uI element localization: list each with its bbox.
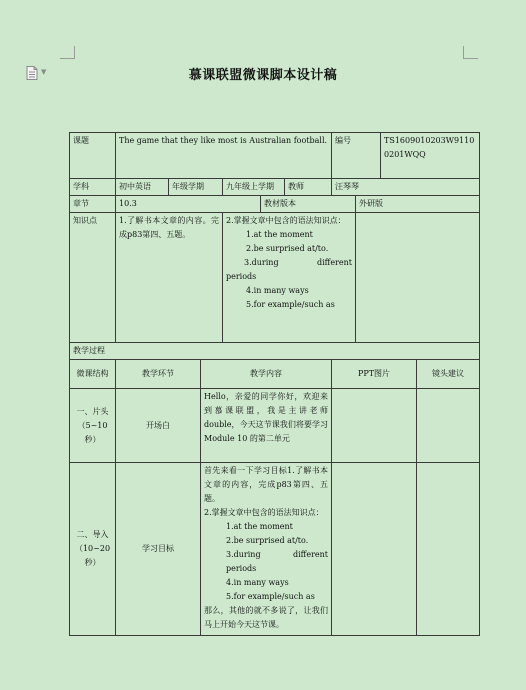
knowledge-empty-cell — [356, 213, 480, 343]
row2-content — [201, 463, 332, 636]
teacher-value: 汪琴琴 — [332, 179, 480, 196]
topic-label: 课题 — [70, 133, 116, 179]
header-camera: 镜头建议 — [417, 360, 480, 389]
script-table — [69, 132, 480, 636]
knowledge-point-2 — [223, 213, 356, 343]
row2-content-item: 4.in many ways — [226, 578, 289, 587]
knowledge-item: 1.at the moment — [246, 230, 313, 239]
row2-ppt — [332, 463, 417, 636]
page-corner-top-left — [60, 46, 75, 59]
row2-structure: 二、导入（10~20秒） — [70, 463, 116, 636]
row1-ppt — [332, 389, 417, 463]
chapter-label: 章节 — [70, 196, 116, 213]
row2-content-item: 2.be surprised at/to. — [226, 536, 309, 545]
knowledge-point-1: 1.了解书本文章的内容。完成p83第四、五题。 — [116, 213, 223, 343]
row1-camera — [417, 389, 480, 463]
row2-content-item: 1.at the moment — [226, 522, 293, 531]
code-label: 编号 — [332, 133, 381, 179]
topic-value: The game that they like most is Australian football. — [116, 133, 332, 179]
subject-value: 初中英语 — [116, 179, 169, 196]
textbook-label: 教材版本 — [261, 196, 356, 213]
row1-structure: 一、片头（5~10秒） — [70, 389, 116, 463]
header-ppt: PPT图片 — [332, 360, 417, 389]
header-step: 教学环节 — [116, 360, 201, 389]
dropdown-caret-icon[interactable]: ▼ — [41, 68, 47, 76]
process-label: 教学过程 — [70, 343, 480, 360]
row2-content-point2: 2.掌握文章中包含的语法知识点： — [204, 508, 324, 517]
row2-camera — [417, 463, 480, 636]
chapter-value: 10.3 — [116, 196, 261, 213]
knowledge-item: 4.in many ways — [246, 286, 309, 295]
knowledge-item: periods — [226, 272, 257, 281]
row2-content-item: 5.for example/such as — [226, 592, 315, 601]
row1-step: 开场白 — [116, 389, 201, 463]
knowledge-item: 2.be surprised at/to. — [246, 244, 329, 253]
teacher-label: 教师 — [285, 179, 332, 196]
knowledge-item: 5.for example/such as — [246, 300, 335, 309]
knowledge-point-2-intro: 2.掌握文章中包含的语法知识点： — [226, 216, 346, 225]
subject-label: 学科 — [70, 179, 116, 196]
document-title: 慕课联盟微课脚本设计稿 — [188, 68, 338, 83]
page-corner-top-right — [463, 46, 478, 59]
row2-content-intro: 首先来看一下学习目标1.了解书本文章的内容，完成p83第四、五题。 — [204, 466, 329, 503]
header-content: 教学内容 — [201, 360, 332, 389]
knowledge-label: 知识点 — [70, 213, 116, 343]
grade-value: 九年级上学期 — [223, 179, 285, 196]
knowledge-item: 3.during different — [244, 258, 353, 267]
row2-content-item: 3.during different periods — [226, 550, 329, 573]
code-value: TS1609010203W91100201WQQ — [381, 133, 480, 179]
header-structure: 微课结构 — [70, 360, 116, 389]
row1-content: Hello，亲爱的同学你好，欢迎来到慕课联盟，我是主讲老师double，今天这节课我们将要学习Module 10 的第二单元 — [201, 389, 332, 463]
textbook-value: 外研版 — [356, 196, 480, 213]
grade-label: 年级学期 — [169, 179, 223, 196]
row2-content-outro: 那么，其他的就不多说了，让我们马上开始今天这节课。 — [204, 606, 329, 629]
row2-step: 学习目标 — [116, 463, 201, 636]
